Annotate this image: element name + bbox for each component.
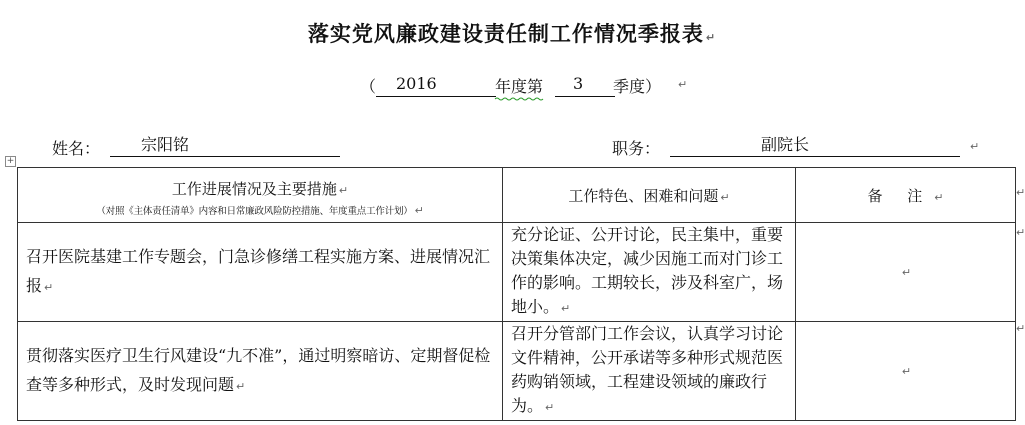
table-header-row	[18, 168, 1016, 223]
spellcheck-squiggle	[495, 97, 545, 100]
row-end-mark-icon: ↵	[1016, 226, 1025, 239]
features-cell[interactable]: 召开分管部门工作会议，认真学习讨论文件精神，公开承诺等多种形式规范医药购销领域，工程建设领域的廉政行为。 ↵	[503, 322, 796, 421]
row-end-mark-icon: ↵	[1016, 322, 1025, 335]
remarks-cell[interactable]: ↵	[796, 223, 1016, 322]
paragraph-mark-icon: ↵	[678, 78, 688, 91]
remarks-cell[interactable]: ↵	[796, 322, 1016, 421]
move-handle-icon[interactable]: +	[6, 156, 15, 166]
position-label: 职务：	[612, 139, 661, 158]
table-row	[18, 322, 1016, 421]
position-value: 副院长	[670, 134, 960, 157]
report-title: 落实党风廉政建设责任制工作情况季报表 ↵	[307, 22, 717, 46]
year-value: 2016	[396, 74, 437, 93]
name-position-line	[0, 134, 1024, 162]
progress-cell[interactable]: 贯彻落实医疗卫生行风建设“九不准”，通过明察暗访、定期督促检查等多种形式，及时发现问题 ↵	[18, 322, 503, 421]
progress-cell[interactable]: 召开医院基建工作专题会，门急诊修缮工程实施方案、进展情况汇报 ↵	[18, 223, 503, 322]
quarter-value: 3	[573, 74, 584, 93]
row-end-mark-icon: ↵	[1016, 186, 1025, 199]
quarter-suffix: 季度）	[613, 77, 662, 96]
paragraph-mark-icon: ↵	[970, 140, 980, 153]
name-value: 宗阳铭	[110, 134, 340, 157]
header-remarks: 备 注 ↵	[796, 168, 1016, 223]
quarter-underline	[555, 96, 615, 97]
year-underline	[376, 96, 496, 97]
name-label: 姓名：	[52, 139, 101, 158]
year-suffix: 年度第	[495, 77, 544, 96]
open-paren: （	[360, 77, 377, 96]
paragraph-mark-icon: ↵	[705, 31, 717, 44]
reporting-period-line	[360, 72, 700, 98]
features-cell[interactable]: 充分论证、公开讨论，民主集中，重要决策集体决定，减少因施工而对门诊工作的影响。工期较长，涉及科室广，场地小。 ↵	[503, 223, 796, 322]
report-table	[17, 167, 1016, 421]
table-row	[18, 223, 1016, 322]
header-progress: 工作进展情况及主要措施 ↵ （对照《主体责任清单》内容和日常廉政风险防控措施、年度重点工作计划） ↵	[18, 168, 503, 223]
header-features: 工作特色、困难和问题 ↵	[503, 168, 796, 223]
